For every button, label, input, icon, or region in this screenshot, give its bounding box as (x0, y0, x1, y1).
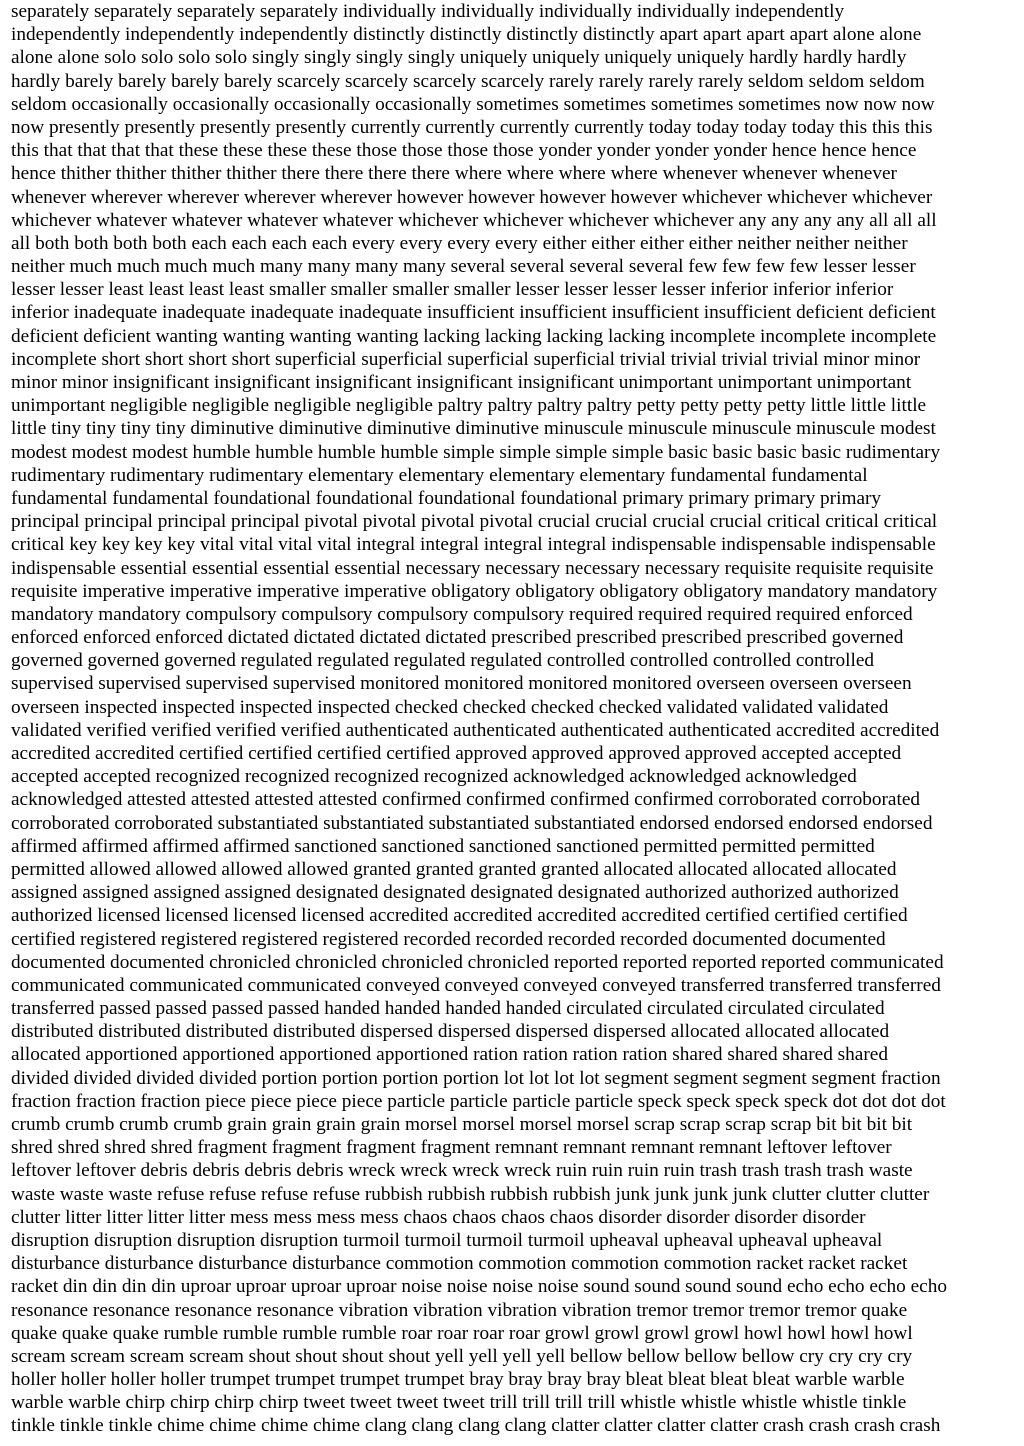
text-line: leftover leftover debris debris debris debris wreck wreck wreck wreck ruin ruin ruin ruin trash trash trash trash waste (11, 1160, 913, 1182)
text-line: unimportant negligible negligible negligible negligible paltry paltry paltry paltry petty petty petty petty little little little (11, 395, 927, 417)
text-line: rudimentary rudimentary rudimentary elementary elementary elementary elementary fundamental fundamental (11, 464, 868, 486)
text-line: this that that that that these these these these those those those those yonder yonder yonder yonder hence hence hence (11, 140, 917, 162)
text-line: minor minor insignificant insignificant insignificant insignificant insignificant unimportant unimportant unimportant (11, 372, 912, 393)
text-line: allocated apportioned apportioned apportioned apportioned ration ration ration ration shared shared shared shared (11, 1044, 888, 1066)
text-line: whenever wherever wherever wherever wherever however however however however whichever whichever whichever (11, 186, 933, 208)
text-line: disturbance disturbance disturbance disturbance commotion commotion commotion commotion racket racket racket (11, 1253, 908, 1275)
text-line: permitted allowed allowed allowed allowed granted granted granted granted allocated allocated allocated allocated (11, 858, 897, 880)
text-line: affirmed affirmed affirmed affirmed sanctioned sanctioned sanctioned sanctioned permitted permitted permitted (11, 835, 875, 857)
text-line: scream scream scream scream shout shout shout shout yell yell yell yell bellow bellow bellow bellow cry cry cry cry (11, 1345, 913, 1367)
text-line: alone alone solo solo solo solo singly singly singly singly uniquely uniquely uniquely uniquely hardly hardly hardly (11, 47, 907, 69)
text-line: deficient deficient wanting wanting wanting wanting lacking lacking lacking lacking incomplete incomplete incomplete (11, 325, 937, 347)
text-line: mandatory mandatory compulsory compulsory compulsory compulsory required required required required enforced (11, 603, 913, 625)
text-line: quake quake quake rumble rumble rumble rumble roar roar roar roar growl growl growl growl howl howl howl howl (11, 1322, 913, 1344)
text-line: indispensable essential essential essential essential necessary necessary necessary necessary requisite requisite requisite (11, 557, 934, 579)
text-line: disruption disruption disruption disruption turmoil turmoil turmoil turmoil upheaval upheaval upheaval upheaval (11, 1229, 883, 1251)
text-line: independently independently independently distinctly distinctly distinctly distinctly apart apart apart apart alone alone (11, 24, 922, 46)
text-line: communicated communicated communicated conveyed conveyed conveyed conveyed transferred transferred transferred (11, 974, 941, 996)
text-line: distributed distributed distributed distributed dispersed dispersed dispersed dispersed allocated allocated allocated (11, 1021, 890, 1043)
text-line: documented documented chronicled chronicled chronicled chronicled reported reported reported reported communicated (11, 951, 944, 973)
text-line: shred shred shred shred fragment fragment fragment fragment remnant remnant remnant remnant leftover leftover (11, 1137, 892, 1159)
text-line: crumb crumb crumb crumb grain grain grain grain morsel morsel morsel morsel scrap scrap scrap scrap bit bit bit bit (11, 1114, 913, 1135)
text-line: neither much much much much many many many many several several several several few few few few lesser lesser (11, 256, 916, 278)
text-line: holler holler holler holler trumpet trumpet trumpet trumpet bray bray bray bray bleat bleat bleat bleat warble warble (11, 1369, 905, 1391)
text-line: waste waste waste refuse refuse refuse refuse rubbish rubbish rubbish rubbish junk junk junk junk clutter clutter clutter (11, 1183, 930, 1205)
text-line: accredited accredited certified certified certified certified approved approved approved approved accepted accepted (11, 743, 902, 764)
text-line: little tiny tiny tiny tiny diminutive diminutive diminutive diminutive minuscule minuscule minuscule minuscule modest (11, 418, 936, 440)
text-line: clutter litter litter litter litter mess mess mess mess chaos chaos chaos chaos disorder disorder disorder disorder (11, 1206, 866, 1228)
text-line: modest modest modest humble humble humble humble simple simple simple simple basic basic basic basic rudimentary (11, 441, 941, 463)
text-line: governed governed governed regulated regulated regulated regulated controlled controlled controlled controlled (11, 650, 875, 672)
text-line: all both both both both each each each each every every every every either either either either neither neither neither (11, 232, 908, 254)
text-line: seldom occasionally occasionally occasionally occasionally sometimes sometimes sometimes sometimes now now now (11, 93, 935, 115)
text-line: transferred passed passed passed passed handed handed handed handed circulated circulated circulated circulated (11, 998, 885, 1020)
text-line: inferior inadequate inadequate inadequate inadequate insufficient insufficient insufficient insufficient deficient deficient (11, 302, 936, 324)
text-line: overseen inspected inspected inspected inspected checked checked checked checked validated validated validated (11, 696, 889, 718)
text-line: tinkle tinkle tinkle chime chime chime chime clang clang clang clang clatter clatter clatter clatter crash crash crash crash (11, 1415, 941, 1437)
text-line: warble warble chirp chirp chirp chirp tweet tweet tweet tweet trill trill trill trill whistle whistle whistle whistle tinkle (11, 1392, 907, 1414)
text-line: enforced enforced enforced dictated dictated dictated dictated prescribed prescribed prescribed prescribed governed (11, 627, 904, 649)
text-line: requisite imperative imperative imperative imperative obligatory obligatory obligatory obligatory mandatory mandatory (11, 580, 938, 602)
text-line: fraction fraction fraction piece piece piece piece particle particle particle particle speck speck speck speck dot dot dot dot (11, 1090, 946, 1112)
text-line: principal principal principal principal pivotal pivotal pivotal pivotal crucial crucial crucial crucial critical critical critical (11, 511, 938, 533)
text-line: hence thither thither thither thither there there there there where where where where whenever whenever whenever (11, 163, 897, 185)
text-line: separately separately separately separately individually individually individually individually independently (11, 1, 845, 22)
text-line: resonance resonance resonance resonance vibration vibration vibration vibration tremor tremor tremor tremor quake (11, 1299, 908, 1321)
text-line: certified registered registered registered registered recorded recorded recorded recorded documented documented (11, 928, 886, 950)
text-line: assigned assigned assigned assigned designated designated designated designated authorized authorized authorized (11, 882, 899, 904)
text-line: validated verified verified verified verified authenticated authenticated authenticated authenticated accredited accredited (11, 719, 940, 741)
text-line: supervised supervised supervised supervised monitored monitored monitored monitored overseen overseen overseen (11, 673, 912, 695)
text-line: authorized licensed licensed licensed licensed accredited accredited accredited accredited certified certified certified (11, 905, 908, 927)
text-line: lesser lesser least least least least smaller smaller smaller smaller lesser lesser lesser lesser inferior inferior inferior (11, 279, 894, 301)
text-line: racket din din din din uproar uproar uproar uproar noise noise noise noise sound sound sound sound echo echo echo echo (11, 1276, 947, 1298)
text-line: acknowledged attested attested attested attested confirmed confirmed confirmed confirmed corroborated corroborated (11, 789, 921, 811)
text-line: whichever whatever whatever whatever whatever whichever whichever whichever whichever any any any any all all all (11, 209, 937, 231)
text-line: corroborated corroborated substantiated substantiated substantiated substantiated endorsed endorsed endorsed endorsed (11, 812, 933, 834)
text-line: incomplete short short short short superficial superficial superficial superficial trivial trivial trivial trivial minor minor (11, 348, 921, 370)
text-line: divided divided divided divided portion portion portion portion lot lot lot lot segment segment segment segment fraction (11, 1067, 941, 1089)
text-line: critical key key key key vital vital vital vital integral integral integral integral indispensable indispensable indispensable (11, 534, 936, 556)
text-line: now presently presently presently presently currently currently currently currently today today today today this this this (11, 116, 933, 138)
text-line: fundamental fundamental foundational foundational foundational foundational primary primary primary primary (11, 487, 882, 509)
text-line: hardly barely barely barely barely scarcely scarcely scarcely scarcely rarely rarely rarely rarely seldom seldom seldom (11, 70, 925, 92)
text-line: accepted accepted recognized recognized recognized recognized acknowledged acknowledged acknowledged (11, 766, 857, 788)
